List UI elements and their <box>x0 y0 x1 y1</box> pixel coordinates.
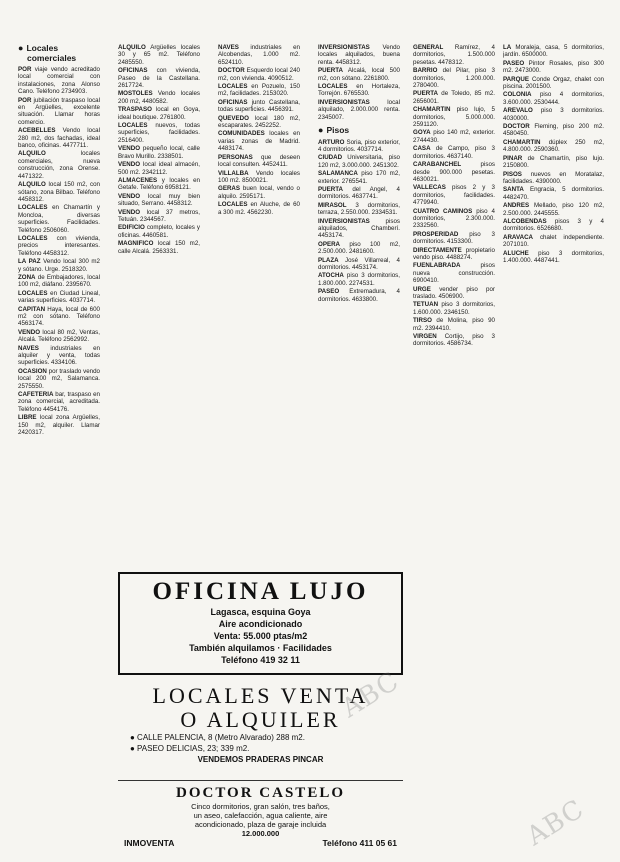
ad-text: local ideal almacén, 500 m2. 2342112. <box>118 161 200 176</box>
classified-ad <box>218 115 300 130</box>
ad-text: de Toledo, 85 m2. 2656001. <box>413 90 495 105</box>
ad-text: nuevos, todas superficies, facilidades. 2516400. <box>118 122 200 144</box>
classified-ad <box>503 60 604 75</box>
ad-text: Vendo local 300 m2 y sótano. Urge. 2518320. <box>18 258 100 273</box>
ad-text: Fleming, piso 200 m2. 4580450. <box>503 123 604 138</box>
ad-text: piso 4 dormitorios, 3.600.000. 2530444. <box>503 91 604 106</box>
ad-list <box>218 44 300 216</box>
classified-ad <box>18 235 100 257</box>
ad-oficina-lujo <box>118 572 403 675</box>
ad-item: ● CALLE PALENCIA, 8 (Metro Alvarado) 288 m2. <box>130 733 305 742</box>
ad-keyword: QUEVEDO <box>218 114 249 122</box>
classified-ad <box>413 90 495 105</box>
classified-ad <box>118 177 200 192</box>
ad-text: dúplex 250 m2, 4.800.000. 2590360. <box>503 138 604 154</box>
ad-footer <box>118 838 403 849</box>
ad-keyword: SALAMANCA <box>318 170 358 178</box>
ad-keyword: DIRECTAMENTE <box>413 246 462 254</box>
ad-text: piso 3 dormitorios. 4153300. <box>413 230 495 246</box>
ad-line: Aire acondicionado <box>218 619 303 629</box>
ad-keyword: CUATRO CAMINOS <box>413 207 473 215</box>
ad-keyword: ACEBELLES <box>18 127 56 135</box>
classified-ad <box>413 145 495 160</box>
ad-keyword: VILLALBA <box>218 169 249 177</box>
ad-text: pequeño local, calle Bravo Murillo. 2338501. <box>118 145 200 160</box>
ad-keyword: VENDO <box>118 192 141 200</box>
classified-ad <box>18 127 100 149</box>
ad-phone: Teléfono 419 32 11 <box>221 655 300 665</box>
classified-ad <box>18 306 100 328</box>
ad-text: local muy bien situado, Serrano. 4458312. <box>118 192 200 208</box>
ad-keyword: CHAMARTIN <box>413 106 451 114</box>
ad-keyword: CHAMARTIN <box>503 138 541 146</box>
ad-line: También alquilamos · Facilidades <box>189 643 332 653</box>
classified-ad <box>118 67 200 89</box>
classified-ad <box>318 186 400 201</box>
classified-ad <box>18 258 100 273</box>
ad-title: LOCALES VENTA <box>152 683 369 708</box>
section-title-locales: ● Locales comerciales <box>18 44 77 63</box>
classified-ad <box>118 161 200 176</box>
ad-keyword: EDIFICIO <box>118 224 145 232</box>
ad-text: locales comerciales, nueva construcción, zona Orense. 4471322. <box>18 150 100 180</box>
ad-keyword: LA PAZ <box>18 258 41 266</box>
ad-keyword: PASEO <box>318 288 340 296</box>
ad-item: ● PASEO DELICIAS, 23; 339 m2. <box>130 744 250 753</box>
ad-keyword: PUERTA <box>318 67 343 75</box>
ad-keyword: PISOS <box>503 170 522 178</box>
classified-ad <box>18 368 100 390</box>
ad-keyword: CAPITAN <box>18 305 46 313</box>
ad-keyword: LOCALES <box>318 83 348 91</box>
ad-text: bar, traspaso en zona comercial, acreditada. Teléfono 4454176. <box>18 391 100 413</box>
ad-text: del Pilar, piso 3 dormitorios, 1.200.000. 2780400. <box>413 67 495 90</box>
ad-keyword: ALQUILO <box>18 150 46 158</box>
ad-keyword: PROSPERIDAD <box>413 230 459 238</box>
ad-text: pisos 3 y 4 dormitorios. 6526680. <box>503 217 604 233</box>
ad-text: industriales en Alcobendas, 1.000 m2. 6524110. <box>218 44 300 66</box>
ad-text: piso 3 dormitorios, 1.800.000. 2274531. <box>318 272 400 287</box>
classified-ad <box>503 186 604 201</box>
ad-keyword: MAGNIFICO <box>118 240 154 248</box>
ad-text: piso lujo, 5 dormitorios, 5.000.000. 2591120. <box>413 106 495 129</box>
ad-text: completo, locales y oficinas. 4460581. <box>118 224 200 239</box>
ad-keyword: NAVES <box>18 344 39 352</box>
classified-ad <box>503 171 604 186</box>
ad-text: piso 140 m2, exterior. 2744430. <box>413 129 495 144</box>
ad-keyword: ALQUILO <box>18 181 46 189</box>
ad-keyword: ATOCHA <box>318 272 344 280</box>
ad-doctor-castelo <box>118 784 403 848</box>
ad-keyword: URGE <box>413 285 431 293</box>
ad-text: local zona Argüelles, 150 m2, alquiler. Llamar 2420317. <box>18 414 100 437</box>
ad-text: 3 dormitorios, terraza, 2.550.000. 2334531. <box>318 201 400 217</box>
ad-text: pisos alquilados, Chamberí. 4453174. <box>318 217 400 240</box>
classified-ad <box>413 286 495 301</box>
ad-keyword: INVERSIONISTAS <box>318 44 370 51</box>
ad-line: un aseo, calefacción, agua caliente, aire <box>193 811 328 820</box>
ad-text: y locales en Getafe. Teléfono 6958121. <box>118 176 200 192</box>
classified-ad <box>218 154 300 169</box>
ad-text: Alcalá, local 500 m2, con sótano. 2261800. <box>318 67 400 82</box>
ad-keyword: PUERTA <box>413 90 438 98</box>
ad-text: del Angel, 4 dormitorios. 4637741. <box>318 186 400 201</box>
ad-text: José Villarreal, 4 dormitorios. 4453174. <box>318 256 400 272</box>
classified-ad <box>318 67 400 82</box>
classified-ad <box>413 208 495 230</box>
ad-text: piso 100 m2, 2.500.000. 2481600. <box>318 240 400 256</box>
ad-keyword: NAVES <box>218 44 239 51</box>
classified-ad <box>318 154 400 169</box>
ad-keyword: OFICINAS <box>118 67 148 75</box>
classified-page <box>18 44 604 848</box>
classified-ad <box>218 170 300 185</box>
classified-ad <box>118 145 200 160</box>
classified-ad <box>503 234 604 249</box>
column-5 <box>413 44 495 844</box>
classified-ad <box>18 204 100 234</box>
ad-keyword: DOCTOR <box>503 123 530 131</box>
ad-keyword: PERSONAS <box>218 153 253 161</box>
ad-keyword: GERAS <box>218 185 241 193</box>
ad-keyword: AREVALO <box>503 107 533 115</box>
ad-text: Vendo locales 100 m2. 8500021. <box>218 169 300 184</box>
classified-ad <box>18 290 100 305</box>
ad-text: en Chamartín y Moncloa, diversas superficies. Facilidades. Teléfono 2506060. <box>18 204 100 234</box>
ad-keyword: INVERSIONISTAS <box>318 217 370 225</box>
ad-keyword: PARQUE <box>503 75 530 83</box>
ad-text: de Molina, piso 90 m2. 2394410. <box>413 317 495 332</box>
classified-ad <box>413 184 495 206</box>
classified-ad <box>413 262 495 284</box>
classified-ad <box>318 257 400 272</box>
ad-keyword: MOSTOLES <box>118 90 153 98</box>
ad-text: nuevos en Moratalaz, facilidades. 4390000. <box>503 170 604 185</box>
classified-ad <box>413 231 495 246</box>
ad-text: local 150 m2, con sótano, zona Bilbao. Teléfono 4458312. <box>18 181 100 203</box>
classified-ad <box>18 150 100 180</box>
ad-keyword: OFICINAS <box>218 98 248 106</box>
ad-text: local 150 m2, calle Alcalá. 2563331. <box>118 240 200 255</box>
ad-text: Cortijo, piso 3 dormitorios. 4586734. <box>413 333 495 348</box>
ad-text: piso 170 m2, exterior. 2765541. <box>318 170 400 185</box>
ad-text: chalet independiente. 2071010. <box>503 233 604 249</box>
classified-ad <box>218 67 300 82</box>
ad-text: piso 3 dormitorios. 4030000. <box>503 107 604 122</box>
ad-text: Argüelles locales 30 y 65 m2. Teléfono 2485550. <box>118 44 200 66</box>
ad-line: Venta: 55.000 ptas/m2 <box>213 631 308 641</box>
column-1 <box>18 44 100 844</box>
ad-keyword: DOCTOR <box>218 67 245 75</box>
ad-keyword: COLONIA <box>503 91 532 99</box>
ad-keyword: LOCALES <box>218 83 248 91</box>
column-2 <box>118 44 200 559</box>
classified-ad <box>118 224 200 239</box>
classified-ad <box>413 301 495 316</box>
classified-ad <box>218 44 300 66</box>
ad-text: viaje vendo acreditado local comercial con instalaciones, zona Alonso Cano. Teléfono 2734903. <box>18 66 100 96</box>
classified-ad <box>318 139 400 154</box>
ad-keyword: FUENLABRADA <box>413 262 461 270</box>
ad-keyword: ZONA <box>18 273 36 281</box>
ad-list <box>413 44 495 348</box>
classified-ad <box>18 345 100 367</box>
ad-keyword: PASEO <box>503 59 525 67</box>
classified-ad <box>318 288 400 303</box>
ad-keyword: POR <box>18 96 32 104</box>
agency-name: INMOVENTA <box>124 838 175 848</box>
ad-text: que deseen local consulten. 4452411. <box>218 153 300 169</box>
ad-text: Esquerdo local 240 m2, con vivienda. 4090512. <box>218 67 300 82</box>
ad-keyword: ANDRES <box>503 202 530 210</box>
ad-text: Soria, piso exterior, 4 dormitorios. 4037714. <box>318 138 400 153</box>
classified-ad <box>413 333 495 348</box>
ad-keyword: ALCOBENDAS <box>503 217 547 225</box>
ad-text: Universitaria, piso 120 m2, 3.000.000. 2451302. <box>318 154 400 169</box>
classified-ad <box>18 391 100 413</box>
ad-text: Mellado, piso 120 m2, 2.500.000. 2445555. <box>503 202 604 217</box>
classified-ad <box>318 202 400 217</box>
ad-keyword: OPERA <box>318 240 341 248</box>
classified-ad <box>218 185 300 200</box>
ad-line: Cinco dormitorios, gran salón, tres baños, <box>191 802 330 811</box>
ad-text: de Chamartín, piso lujo. 2150800. <box>503 154 604 170</box>
classified-ad <box>118 209 200 224</box>
classified-ad <box>318 272 400 287</box>
ad-text: Conde Orgaz, chalet con piscina. 2001500. <box>503 75 604 91</box>
classified-ad <box>118 122 200 144</box>
ad-text: piso 4 dormitorios, 2.300.000. 2332560. <box>413 207 495 230</box>
classified-ad <box>503 202 604 217</box>
ad-list <box>503 44 604 264</box>
ad-keyword: ALQUILO <box>118 44 146 51</box>
column-6 <box>503 44 604 844</box>
ad-keyword: VENDO <box>118 161 141 169</box>
ad-list <box>118 44 200 255</box>
ad-keyword: VALLECAS <box>413 184 446 192</box>
ad-text: Vendo local 280 m2, dos fachadas, ideal banco, oficinas. 4477711. <box>18 127 100 150</box>
ad-text: pisos 2 y 3 dormitorios, facilidades. 4779940. <box>413 184 495 207</box>
classified-ad <box>118 193 200 208</box>
classified-ad <box>118 90 200 105</box>
classified-ad <box>503 76 604 91</box>
classified-ad <box>503 91 604 106</box>
ad-line: Lagasca, esquina Goya <box>210 607 311 617</box>
ad-title: O ALQUILER <box>180 707 341 732</box>
ad-keyword: INVERSIONISTAS <box>318 98 370 106</box>
column-3 <box>218 44 300 559</box>
ad-text: en Pozuelo, 150 m2, facilidades. 2153020. <box>218 83 300 98</box>
ad-keyword: OCASION <box>18 367 47 375</box>
ad-price: 12.000.000 <box>241 829 280 838</box>
ad-keyword: LA <box>503 44 512 51</box>
ad-text: Vendo locales 200 m2, 4480582. <box>118 90 200 105</box>
bullet-icon: ● <box>318 125 324 136</box>
ad-text: Extremadura, 4 dormitorios. 4633800. <box>318 288 400 303</box>
ad-keyword: LOCALES <box>118 122 148 130</box>
ad-text: Pintor Rosales, piso 300 m2. 2473000. <box>503 59 604 75</box>
watermark: ABC <box>521 794 590 852</box>
ad-text: Vendo locales alquilados, buena renta. 4458312. <box>318 44 400 66</box>
ad-text: Moraleja, casa, 5 dormitorios, jardín. 6500000. <box>503 44 604 59</box>
ad-text: en Ciudad Lineal, varias superficies. 4037714. <box>18 289 100 305</box>
ad-list <box>318 139 400 304</box>
ad-keyword: LOCALES <box>18 234 48 242</box>
ad-list <box>318 44 400 121</box>
ad-text: Engracia, 5 dormitorios. 4482470. <box>503 186 604 201</box>
ad-title: DOCTOR CASTELO <box>175 785 345 801</box>
classified-ad <box>318 83 400 98</box>
classified-ad <box>503 44 604 59</box>
ad-keyword: LOCALES <box>218 201 248 209</box>
ad-keyword: BARRIO <box>413 67 438 75</box>
ad-text: local en Goya, ideal boutique. 2761800. <box>118 106 200 121</box>
ad-keyword: ALMACENES <box>118 176 158 184</box>
classified-ad <box>413 106 495 128</box>
ad-keyword: PLAZA <box>318 256 339 264</box>
ad-text: con vivienda, Paseo de la Castellana. 2617724. <box>118 67 200 90</box>
ad-keyword: TIRSO <box>413 317 432 325</box>
ad-phone: Teléfono 411 05 61 <box>322 838 397 848</box>
ad-text: local 180 m2, escaparates. 2452252. <box>218 114 300 130</box>
ad-keyword: PUERTA <box>318 186 343 193</box>
classified-ad <box>503 155 604 170</box>
classified-ad <box>18 97 100 127</box>
ad-keyword: ALUCHE <box>503 249 529 257</box>
column-4 <box>318 44 400 559</box>
classified-ad <box>218 201 300 216</box>
ad-text: local 37 metros, Tetuán. 2344567. <box>118 208 200 223</box>
classified-ad <box>318 170 400 185</box>
ad-text: industriales en alquiler y venta, todas superficies. 4334106. <box>18 344 100 367</box>
ad-keyword: TETUAN <box>413 301 439 309</box>
classified-ad <box>413 317 495 332</box>
ad-keyword: VENDO <box>118 208 141 216</box>
ad-keyword: GENERAL <box>413 44 444 51</box>
ad-text: de Embajadores, local 100 m2, diáfano. 2395670. <box>18 273 100 289</box>
classified-ad <box>18 329 100 344</box>
classified-ad <box>413 161 495 183</box>
ad-keyword: CAFETERIA <box>18 391 54 399</box>
ad-line: acondicionado, plaza de garaje incluida <box>194 820 327 829</box>
ad-text: local alquilado, 2.000.000 renta. 2345007. <box>318 98 400 121</box>
ad-keyword: POR <box>18 66 32 73</box>
ad-text: buen local, vendo o alquilo. 2595171. <box>218 185 300 200</box>
ad-text: en Aluche, de 60 a 300 m2. 4562230. <box>218 201 300 216</box>
classified-ad <box>218 99 300 114</box>
ad-text: Haya, local de 600 m2 con sótano. Teléfono 4563174. <box>18 305 100 328</box>
classified-ad <box>218 83 300 98</box>
ad-text: en Hortaleza, Torrejón. 6765530. <box>318 83 400 98</box>
ad-keyword: CIUDAD <box>318 154 343 162</box>
classified-ad <box>18 414 100 436</box>
bullet-icon: ● <box>18 44 24 53</box>
ad-list <box>18 66 100 437</box>
ad-text: vender piso por traslado. 4506900. <box>413 285 495 300</box>
ad-keyword: ARAVACA <box>503 233 534 241</box>
ad-keyword: PINAR <box>503 154 523 162</box>
classified-ad <box>318 241 400 256</box>
classified-ad <box>18 181 100 203</box>
classified-ad <box>503 107 604 122</box>
ad-keyword: VENDO <box>18 328 41 336</box>
ad-text: pisos nueva construcción. 6900410. <box>413 262 495 285</box>
classified-ad <box>503 123 604 138</box>
ad-keyword: ARTURO <box>318 138 345 146</box>
ad-text: locales en varias zonas de Madrid. 4483174. <box>218 130 300 153</box>
ad-text: pisos desde 900.000 pesetas. 4630021. <box>413 161 495 183</box>
ad-text: piso 3 dormitorios, 1.600.000. 2346150. <box>413 301 495 316</box>
ad-title: OFICINA LUJO <box>152 578 369 605</box>
ad-text: Ramírez, 4 dormitorios, 1.500.000 pesetas. 4478312. <box>413 44 495 66</box>
ad-text: por traslado vendo local 200 m2, Salamanca. 2575550. <box>18 367 100 390</box>
ad-text: propietario vendo piso. 4488274. <box>413 246 495 261</box>
ad-text: con vivienda, precios interesantes. Teléfono 4458312. <box>18 234 100 257</box>
section-title-pisos: ● Pisos <box>318 125 350 136</box>
ad-keyword: MIRASOL <box>318 201 347 209</box>
classified-ad <box>18 66 100 96</box>
ad-keyword: LOCALES <box>18 289 48 297</box>
ad-keyword: CARABANCHEL <box>413 161 462 169</box>
ad-keyword: COMUNIDADES <box>218 130 265 138</box>
ad-keyword: TRASPASO <box>118 106 152 114</box>
classified-ad <box>118 44 200 66</box>
ad-keyword: VIRGEN <box>413 333 437 341</box>
classified-ad <box>18 274 100 289</box>
ad-text: junto Castellana, todas superficies. 4456391. <box>218 98 300 114</box>
classified-ad <box>118 240 200 255</box>
classified-ad <box>503 218 604 233</box>
classified-ad <box>318 44 400 66</box>
ad-text: local 80 m2, Ventas, Alcalá. Teléfono 2562992. <box>18 328 100 344</box>
divider <box>118 780 403 781</box>
classified-ad <box>413 44 495 66</box>
ad-keyword: LOCALES <box>18 204 48 212</box>
classified-ad <box>118 106 200 121</box>
classified-ad <box>218 130 300 152</box>
ad-text: piso 3 dormitorios, 1.400.000. 4487441. <box>503 249 604 264</box>
classified-ad <box>318 218 400 240</box>
ad-keyword: CASA <box>413 145 431 153</box>
ad-text: de Campo, piso 3 dormitorios. 4637140. <box>413 145 495 160</box>
ad-text: jubilación traspaso local en Argüelles, excelente situación. Llamar horas comercio. <box>18 96 100 126</box>
ad-keyword: SANTA <box>503 186 524 194</box>
ad-keyword: GOYA <box>413 129 431 137</box>
classified-ad <box>503 250 604 265</box>
classified-ad <box>318 99 400 121</box>
ad-item: VENDEMOS PRADERAS PINCAR <box>197 755 324 764</box>
classified-ad <box>503 139 604 154</box>
ad-keyword: LIBRE <box>18 414 37 422</box>
classified-ad <box>413 247 495 262</box>
classified-ad <box>413 67 495 89</box>
classified-ad <box>413 129 495 144</box>
watermark: ABC <box>336 666 405 724</box>
ad-keyword: VENDO <box>118 145 141 153</box>
